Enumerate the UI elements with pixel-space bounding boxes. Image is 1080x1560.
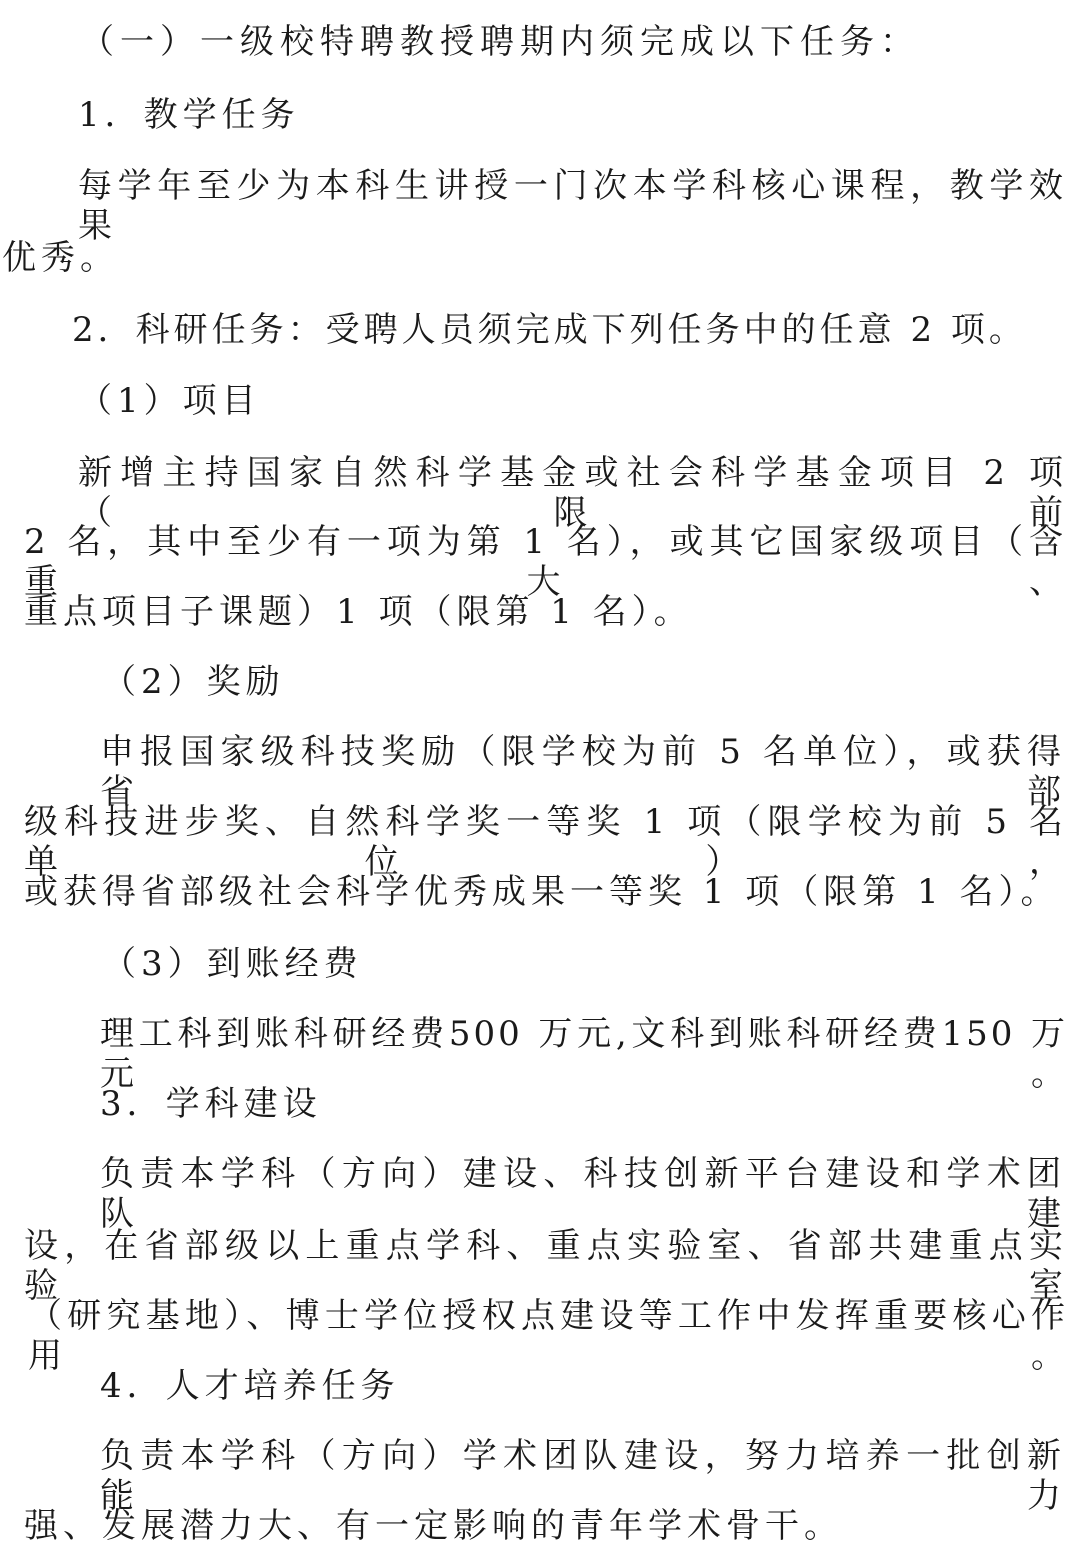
paragraph-line: （研究基地）、博士学位授权点建设等工作中发挥重要核心作用。 bbox=[28, 1296, 1068, 1376]
section-title-discipline: 3．学科建设 bbox=[100, 1084, 322, 1124]
paragraph-line: 2 名，其中至少有一项为第 1 名），或其它国家级项目（含重大、 bbox=[24, 522, 1068, 602]
subsection-title-funding: （3）到账经费 bbox=[102, 944, 363, 984]
paragraph-line: 每学年至少为本科生讲授一门次本学科核心课程，教学效果 bbox=[78, 166, 1068, 246]
paragraph-line: 理工科到账科研经费500 万元,文科到账科研经费150 万元。 bbox=[100, 1014, 1068, 1094]
paragraph-line: 设，在省部级以上重点学科、重点实验室、省部共建重点实验室 bbox=[24, 1226, 1068, 1306]
section-title-research: 2．科研任务：受聘人员须完成下列任务中的任意 2 项。 bbox=[72, 310, 1027, 350]
section-title-teaching: 1．教学任务 bbox=[78, 95, 300, 135]
subsection-title-awards: （2）奖励 bbox=[102, 662, 285, 702]
paragraph-line: 强、发展潜力大、有一定影响的青年学术骨干。 bbox=[24, 1506, 843, 1546]
section-heading: （一）一级校特聘教授聘期内须完成以下任务： bbox=[80, 22, 920, 62]
paragraph-line: 级科技进步奖、自然科学奖一等奖 1 项（限学校为前 5 名单位）， bbox=[24, 802, 1068, 882]
paragraph-line: 负责本学科（方向）学术团队建设，努力培养一批创新能力 bbox=[100, 1436, 1066, 1516]
subsection-title-projects: （1）项目 bbox=[78, 381, 261, 421]
paragraph-line: 优秀。 bbox=[2, 238, 119, 278]
paragraph-line: 重点项目子课题）1 项（限第 1 名）。 bbox=[24, 592, 693, 632]
paragraph-line: 或获得省部级社会科学优秀成果一等奖 1 项（限第 1 名）。 bbox=[24, 872, 1060, 912]
paragraph-line: 申报国家级科技奖励（限学校为前 5 名单位），或获得省部 bbox=[100, 732, 1066, 812]
section-title-talent: 4．人才培养任务 bbox=[100, 1366, 400, 1406]
paragraph-line: 负责本学科（方向）建设、科技创新平台建设和学术团队建 bbox=[100, 1154, 1066, 1234]
paragraph-line: 新增主持国家自然科学基金或社会科学基金项目 2 项（限前 bbox=[78, 453, 1068, 533]
